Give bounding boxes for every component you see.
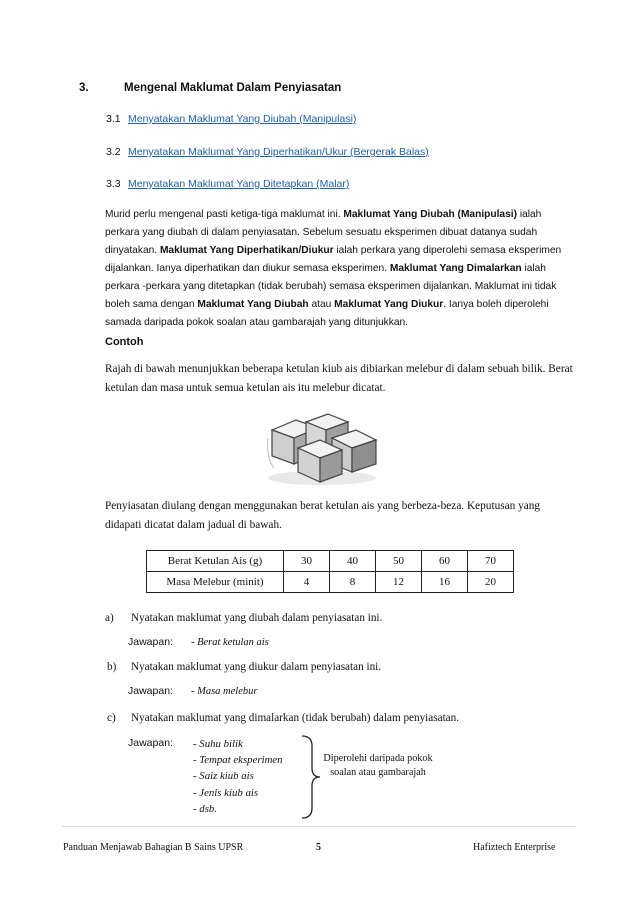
table-cell: 8 [330, 572, 376, 593]
answer-label: Jawapan: [128, 636, 173, 648]
footer-left: Panduan Menjawab Bahagian B Sains UPSR [63, 842, 244, 853]
table-cell: 4 [284, 572, 330, 593]
question-text: Nyatakan maklumat yang dimalarkan (tidak berubah) dalam penyiasatan. [131, 712, 460, 724]
question-label: a) [105, 612, 114, 624]
list-item: - Jenis kiub ais [193, 786, 259, 799]
list-item: - Saiz kiub ais [193, 770, 254, 783]
question-text: Nyatakan maklumat yang diubah dalam penyiasatan ini. [131, 612, 383, 624]
contoh-heading: Contoh [105, 336, 144, 348]
table-cell: 70 [468, 551, 514, 572]
subsection-number: 3.2 [106, 146, 121, 158]
answer-a [128, 636, 269, 648]
subsection-3-3[interactable] [106, 178, 349, 190]
question-c [107, 712, 459, 724]
results-table [146, 550, 514, 593]
question-label: b) [107, 661, 117, 673]
intro-text: . Ianya boleh diperolehi samada daripada pokok soalan atau gambarajah yang ditunjukkan. [105, 299, 549, 328]
list-item: - Suhu bilik [193, 738, 243, 750]
intro-text: ialah perkara yang diubah di dalam penyiasatan. Sebelum sesuatu eksperimen dibuat datanya sudah dinyatakan. [105, 209, 542, 256]
intro-paragraph [105, 206, 575, 332]
footer-divider [62, 826, 576, 827]
section-heading [79, 82, 341, 94]
table-row [147, 551, 514, 572]
constants-list [193, 736, 283, 817]
intro-bold: Maklumat Yang Diperhatikan/Diukur [159, 245, 334, 256]
subsection-link[interactable]: Menyatakan Maklumat Yang Diubah (Manipulasi) [128, 113, 357, 125]
answer-value: - Berat ketulan ais [190, 637, 269, 648]
table-cell: 16 [422, 572, 468, 593]
list-item: - Tempat eksperimen [193, 754, 283, 767]
subsection-link[interactable]: Menyatakan Maklumat Yang Ditetapkan (Malar) [128, 178, 350, 190]
page-number: 5 [316, 842, 321, 853]
intro-text: ialah perkara -perkara yang ditetapkan (tidak berubah) semasa eksperimen dijalankan. Maklumat ini tidak boleh sama dengan [105, 263, 557, 310]
intro-bold: Maklumat Yang Diubah [197, 299, 309, 310]
question-a [105, 612, 382, 624]
section-title: Mengenal Maklumat Dalam Penyiasatan [124, 82, 342, 94]
table-cell: 50 [376, 551, 422, 572]
footer-right: Hafiztech Enterprise [473, 842, 556, 853]
section-number: 3. [79, 82, 89, 94]
subsection-link[interactable]: Menyatakan Maklumat Yang Diperhatikan/Ukur (Bergerak Balas) [128, 146, 429, 158]
list-item: - dsb. [193, 802, 217, 815]
table-cell: 30 [284, 551, 330, 572]
subsection-3-1[interactable] [106, 113, 356, 125]
intro-text: Murid perlu mengenal pasti ketiga-tiga maklumat ini. [105, 209, 344, 220]
table-row [147, 572, 514, 593]
intro-bold: Maklumat Yang Diubah (Manipulasi) [343, 209, 517, 220]
answer-value: - Masa melebur [190, 686, 258, 697]
intro-bold: Maklumat Yang Dimalarkan [389, 263, 522, 274]
contoh-text-1: Rajah di bawah menunjukkan beberapa ketulan kiub ais dibiarkan melebur di dalam sebuah bilik. Berat ketulan dan masa untuk semua ketulan ais itu melebur dicatat. [105, 363, 573, 394]
subsection-3-2[interactable] [106, 146, 429, 158]
table-cell: 20 [468, 572, 514, 593]
table-row-label: Masa Melebur (minit) [147, 572, 284, 593]
source-note: Diperolehi daripada pokok soalan atau gambarajah [323, 753, 433, 778]
answer-label: Jawapan: [128, 685, 173, 697]
answer-b [128, 685, 257, 697]
intro-text: ialah perkara yang diperolehi semasa eksperimen dijalankan. Ianya diperhatikan dan diukur semasa eksperimen. [105, 245, 562, 274]
brace-icon [300, 734, 322, 820]
answer-c-label: Jawapan: [128, 737, 173, 749]
table-cell: 60 [422, 551, 468, 572]
question-label: c) [107, 712, 116, 724]
ice-cubes-image [262, 408, 382, 488]
question-text: Nyatakan maklumat yang diukur dalam penyiasatan ini. [131, 661, 382, 673]
question-b [107, 661, 381, 673]
subsection-number: 3.1 [106, 113, 121, 125]
table-row-label: Berat Ketulan Ais (g) [147, 551, 284, 572]
intro-text: atau [308, 299, 335, 310]
subsection-number: 3.3 [106, 178, 121, 190]
contoh-text-2: Penyiasatan diulang dengan menggunakan berat ketulan ais yang berbeza-beza. Keputusan yang didapati dicatat dalam jadual di bawah. [105, 500, 541, 531]
intro-bold: Maklumat Yang Diukur [334, 299, 444, 310]
table-cell: 12 [376, 572, 422, 593]
table-cell: 40 [330, 551, 376, 572]
